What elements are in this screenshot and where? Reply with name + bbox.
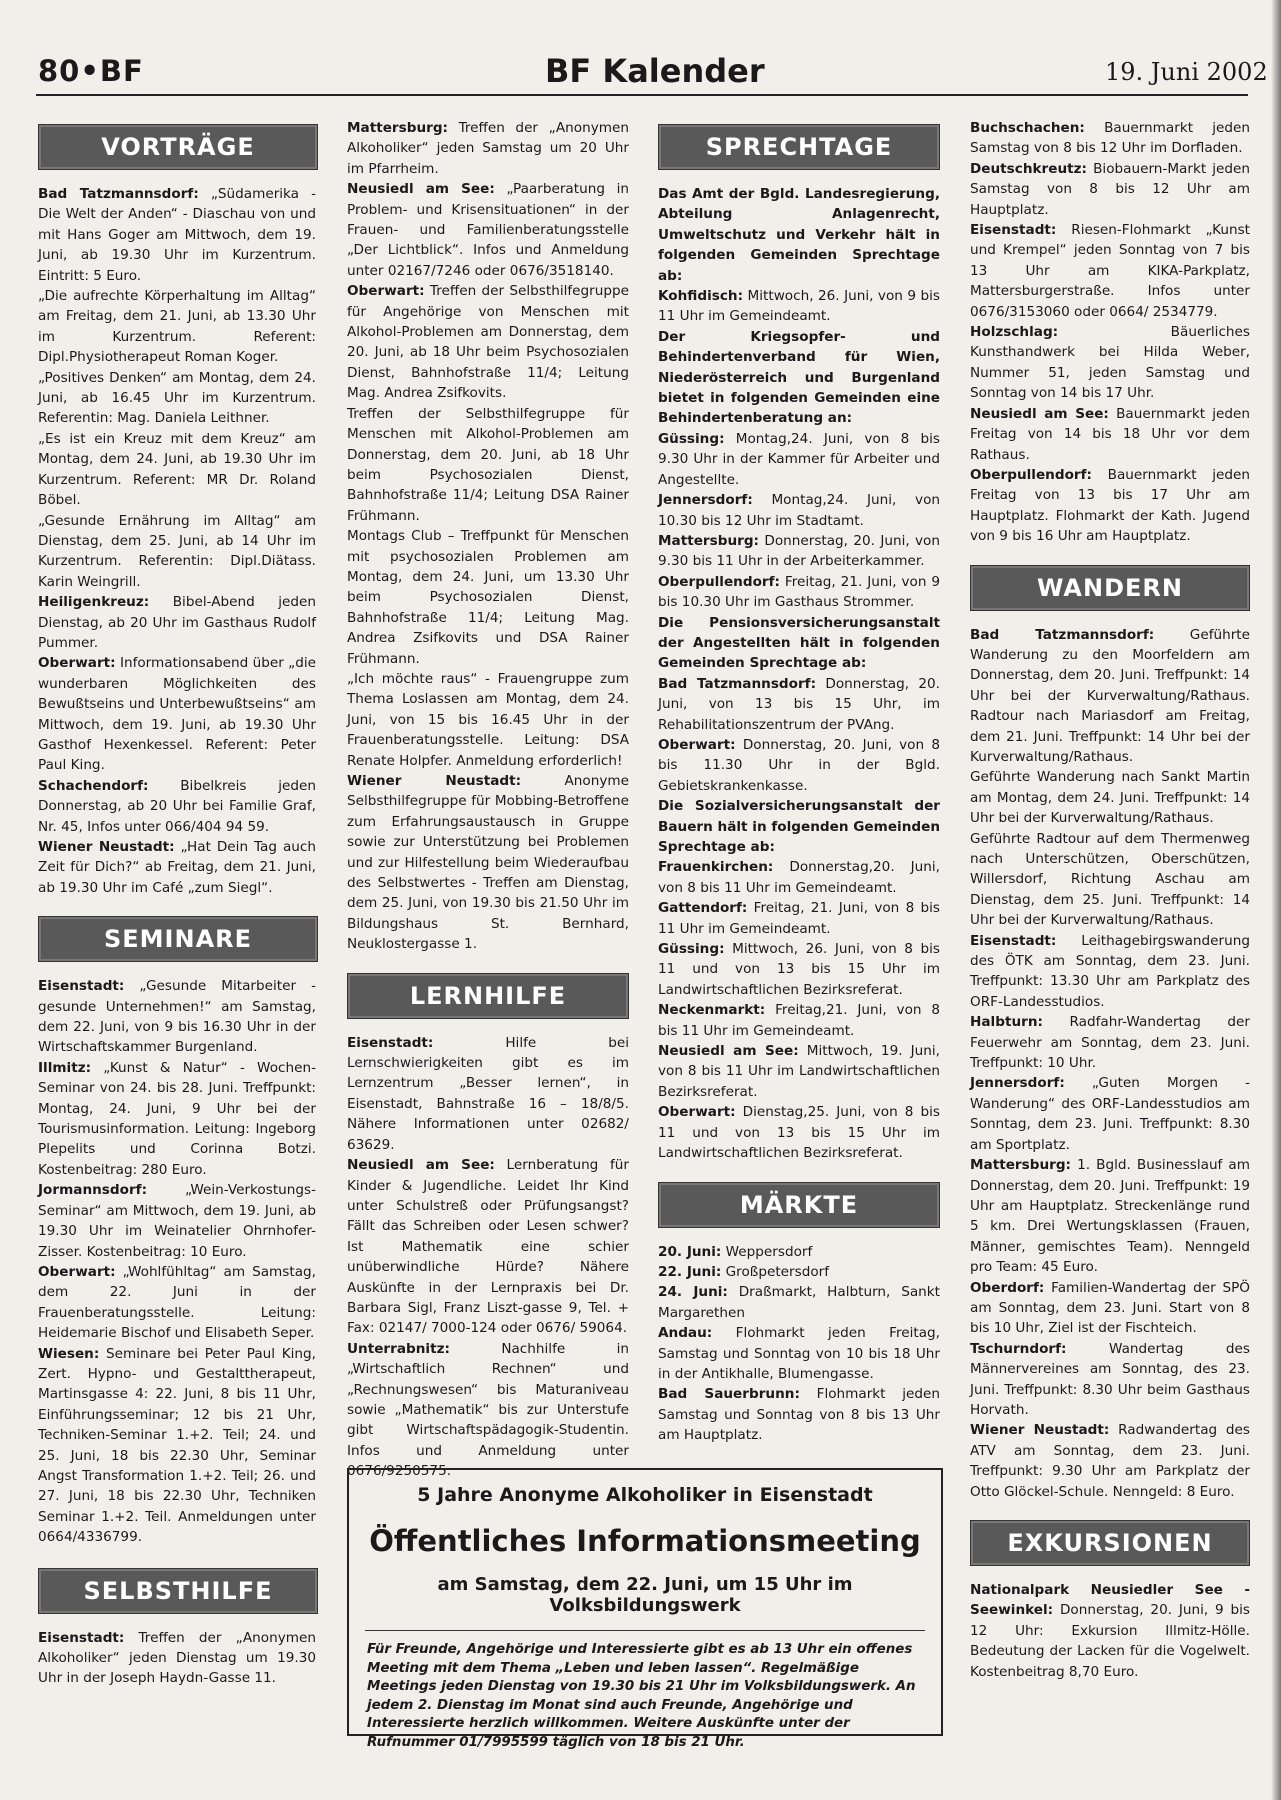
item-key: Eisenstadt: bbox=[970, 222, 1057, 239]
list-item bbox=[38, 1180, 316, 1262]
item-text: Nachhilfe in „Wirtschaftlich Rechnen“ und „Rechnungswesen“ bis Maturaniveau sowie „Mathematik“ bis zur Unterstufe gibt Wirtschaftspädagogik-Studentin. Infos und Anmeldung unter 0676/9250575. bbox=[347, 1340, 629, 1480]
list-item bbox=[658, 184, 940, 286]
item-text: „Gesunde Mitarbeiter - gesunde Unternehmen!“ am Samstag, dem 22. Juni, von 9 bis 16.30 Uhr in der Wirtschaftskammer Burgenland. bbox=[38, 978, 316, 1056]
item-text: „Die aufrechte Körperhaltung im Alltag“ am Freitag, dem 21. Juni, ab 13.30 Uhr im Kurzentrum. Referent: Dipl.Physiotherapeut Roman Koger. bbox=[38, 288, 316, 366]
list-item bbox=[347, 1339, 629, 1482]
ad-line-1: 5 Jahre Anonyme Alkoholiker in Eisenstadt bbox=[417, 1484, 873, 1506]
item-text: Treffen der Selbsthilfegruppe für Angehörige von Menschen mit Alkohol-Problemen am Donnerstag, dem 20. Juni, ab 18 Uhr beim Psychosozialen Dienst, Bahnhofstraße 11/4; Leitung Mag. Andrea Zsifkovits. bbox=[347, 283, 629, 402]
item-key: Neusiedl am See: bbox=[658, 1043, 799, 1060]
item-text: Treffen der „Anonymen Alkoholiker“ jeden Samstag um 20 Uhr im Pfarrheim. bbox=[347, 120, 629, 177]
list-item bbox=[347, 526, 629, 669]
ad-box-anonyme-alkoholiker bbox=[347, 1468, 943, 1750]
list-item bbox=[347, 404, 629, 526]
item-key: Oberpullendorf: bbox=[658, 573, 780, 590]
item-text: Hilfe bei Lernschwierigkeiten gibt es im Lernzentrum „Besser lernen“, in Eisenstadt, Bahnstraße 16 – 18/8/5. Nähere Informationen unter 02682/ 63629. bbox=[347, 1034, 629, 1153]
item-key: Eisenstadt: bbox=[970, 932, 1057, 949]
item-text: „Wohlfühltag“ am Samstag, dem 22. Juni in der Frauenberatungsstelle. Leitung: Heidemarie Bischof und Elisabeth Seper. bbox=[38, 1263, 316, 1342]
section-heading-sprechtage: SPRECHTAGE bbox=[658, 124, 940, 170]
list-item bbox=[970, 829, 1250, 931]
list-item bbox=[658, 1041, 940, 1102]
item-key: Buchschachen: bbox=[970, 120, 1085, 136]
item-key: Tschurndorf: bbox=[970, 1340, 1067, 1357]
item-text: Freitag,21. Juni, von 8 bis 11 Uhr im Gemeindeamt. bbox=[658, 1002, 940, 1039]
section-exkursionen bbox=[970, 1580, 1250, 1682]
list-item bbox=[658, 898, 940, 939]
list-item bbox=[970, 220, 1250, 322]
item-text: Donnerstag, 20. Juni, von 8 bis 11.30 Uhr in der Bgld. Gebietskrankenkasse. bbox=[658, 736, 940, 794]
issue-date: 19. Juni 2002 bbox=[1105, 58, 1268, 86]
list-item bbox=[970, 1420, 1250, 1502]
list-item bbox=[38, 368, 316, 429]
item-key: Die Sozialversicherungsanstalt der Bauern hält in folgenden Gemeinden Sprechtage ab: bbox=[658, 798, 940, 855]
list-item bbox=[38, 1058, 316, 1180]
header-rule bbox=[36, 94, 1248, 96]
item-text: Großpetersdorf bbox=[721, 1263, 830, 1280]
item-text: Bauernmarkt jeden Samstag von 8 bis 12 Uhr im Dorfladen. bbox=[970, 120, 1250, 157]
item-text: Donnerstag, 20. Juni, von 13 bis 15 Uhr, im Rehabilitationszentrum der PVAng. bbox=[658, 675, 940, 733]
item-text: Treffen der Selbsthilfegruppe für Menschen mit Alkohol-Problemen am Donnerstag, dem 20. Juni, ab 18 Uhr beim Psychosozialen Dienst, Bahnhofstraße 11/4; Leitung DSA Rainer Frühmann. bbox=[347, 405, 629, 524]
section-heading-exkursionen: EXKURSIONEN bbox=[970, 1520, 1250, 1566]
page-title: BF Kalender bbox=[545, 52, 765, 90]
item-text: „Es ist ein Kreuz mit dem Kreuz“ am Montag, dem 24. Juni, ab 19.30 Uhr im Kurzentrum. Referent: MR Dr. Roland Böbel. bbox=[38, 430, 316, 509]
item-text: Donnerstag,20. Juni, von 8 bis 11 Uhr im Gemeindeamt. bbox=[658, 859, 940, 896]
item-key: Oberwart: bbox=[347, 283, 425, 300]
list-item bbox=[658, 796, 940, 857]
item-key: Oberpullendorf: bbox=[970, 466, 1092, 483]
section-maerkte-start bbox=[658, 1242, 940, 1446]
item-key: Deutschkreutz: bbox=[970, 160, 1087, 177]
item-text: Donnerstag, 20. Juni, von 9.30 bis 11 Uhr in der Arbeiterkammer. bbox=[658, 532, 940, 570]
item-key: Oberwart: bbox=[38, 655, 116, 672]
item-key: Neckenmarkt: bbox=[658, 1002, 766, 1019]
list-item bbox=[38, 592, 316, 653]
item-text: „Positives Denken“ am Montag, dem 24. Juni, ab 16.45 Uhr im Kurzentrum. Referentin: Mag. Daniela Leithner. bbox=[38, 369, 316, 427]
list-item bbox=[38, 837, 316, 898]
list-item bbox=[658, 939, 940, 1000]
item-text: Freitag, 21. Juni, von 9 bis 10.30 Uhr im Gasthaus Strommer. bbox=[658, 573, 940, 611]
item-text: Lernberatung für Kinder & Jugendliche. Leidet Ihr Kind unter Schulstreß oder Prüfungsangst? Fällt das Schreiben oder Lesen schwer? Ist Mathematik eine schier unüberwindliche Hürde? Nähere Auskünfte in der Lernpraxis bei Dr. Barbara Sigl, Franz Liszt-gasse 9, Tel. + Fax: 02147/ 7000-124 oder 0676/ 59064. bbox=[347, 1157, 629, 1337]
item-text: Weppersdorf bbox=[721, 1243, 813, 1260]
item-key: Oberwart: bbox=[658, 1104, 736, 1121]
list-item bbox=[658, 531, 940, 572]
page-number: 80•BF bbox=[38, 54, 144, 88]
item-key: Schachendorf: bbox=[38, 777, 149, 794]
list-item bbox=[38, 976, 316, 1058]
item-key: Holzschlag: bbox=[970, 324, 1059, 341]
item-key: Mattersburg: bbox=[658, 532, 759, 549]
list-item bbox=[658, 327, 940, 429]
item-text: Anonyme Selbsthilfegruppe für Mobbing-Betroffene zum Erfahrungsaustausch in Gruppe sowie zur Unterstützung bei Problemen und zur Hilfestellung beim Wiederaufbau des Selbstwertes - Treffen am Dienstag, dem 25. Juni, von 19.30 bis 21.50 Uhr im Bildungshaus St. Bernhard, Neuklostergasse 1. bbox=[347, 773, 629, 953]
list-item bbox=[347, 1033, 629, 1155]
item-text: „Hat Dein Tag auch Zeit für Dich?“ ab Freitag, dem 21. Juni, ab 19.30 Uhr im Café „zum Siegl“. bbox=[38, 839, 316, 896]
item-text: Mittwoch, 26. Juni, von 8 bis 11 und von 13 bis 15 Uhr im Landwirtschaftlichen Bezirksreferat. bbox=[658, 941, 940, 998]
list-item bbox=[970, 625, 1250, 768]
item-key: Mattersburg: bbox=[347, 120, 448, 136]
list-item bbox=[38, 286, 316, 368]
item-text: Bibelkreis jeden Donnerstag, ab 20 Uhr bei Familie Graf, Nr. 45, Infos unter 066/404 94 59. bbox=[38, 777, 316, 835]
item-key: Eisenstadt: bbox=[38, 1629, 125, 1646]
item-text: Montag,24. Juni, von 10.30 bis 12 Uhr im Stadtamt. bbox=[658, 492, 940, 529]
page-header bbox=[0, 0, 1281, 100]
item-key: 20. Juni: bbox=[658, 1243, 722, 1260]
item-text: Radfahr-Wandertag der Feuerwehr am Sonntag, dem 23. Juni. Treffpunkt: 10 Uhr. bbox=[970, 1014, 1250, 1072]
item-key: Oberwart: bbox=[38, 1263, 116, 1280]
ad-line-3: am Samstag, dem 22. Juni, um 15 Uhr im Volksbildungswerk bbox=[437, 1574, 853, 1616]
column-2 bbox=[347, 118, 629, 1482]
section-heading-maerkte: MÄRKTE bbox=[658, 1182, 940, 1228]
section-heading-selbsthilfe: SELBSTHILFE bbox=[38, 1568, 318, 1614]
item-text: Mittwoch, 26. Juni, von 9 bis 11 Uhr im Gemeindeamt. bbox=[658, 288, 940, 325]
item-text: Treffen der „Anonymen Alkoholiker“ jeden Dienstag um 19.30 Uhr in der Joseph Haydn-Gasse 11. bbox=[38, 1629, 316, 1687]
item-text: Bibel-Abend jeden Dienstag, ab 20 Uhr im Gasthaus Rudolf Pummer. bbox=[38, 594, 316, 651]
item-text: „Guten Morgen - Wanderung“ des ORF-Landesstudios am Sonntag, dem 23. Juni. Treffpunkt: 8.30 am Sportplatz. bbox=[970, 1075, 1250, 1153]
item-text: Geführte Radtour auf dem Thermenweg nach Unterschützen, Oberschützen, Willersdorf, Richtung Aschau am Dienstag, dem 25. Juni. Treffpunkt: 14 Uhr bei der Kurverwaltung/Rathaus. bbox=[970, 830, 1250, 929]
ad-headline: Öffentliches Informationsmeeting bbox=[369, 1524, 921, 1558]
item-key: Bad Sauerbrunn: bbox=[658, 1386, 800, 1403]
list-item bbox=[970, 931, 1250, 1013]
item-key: 22. Juni: bbox=[658, 1263, 722, 1280]
list-item bbox=[658, 286, 940, 327]
list-item bbox=[658, 1102, 940, 1163]
list-item bbox=[38, 184, 316, 286]
item-key: Bad Tatzmannsdorf: bbox=[38, 186, 199, 202]
list-item bbox=[658, 1323, 940, 1384]
item-text: Donnerstag, 20. Juni, 9 bis 12 Uhr: Exkursion Illmitz-Hölle. Bedeutung der Lacken für die Vogelwelt. Kostenbeitrag 8,70 Euro. bbox=[970, 1602, 1250, 1680]
item-text: Freitag, 21. Juni, von 8 bis 11 Uhr im Gemeindeamt. bbox=[658, 900, 940, 937]
list-item bbox=[38, 429, 316, 511]
item-key: 24. Juni: bbox=[658, 1284, 728, 1301]
section-heading-lernhilfe: LERNHILFE bbox=[347, 973, 629, 1019]
item-text: Bäuerliches Kunsthandwerk bei Hilda Weber, Nummer 51, jeden Samstag und Sonntag von 14 bis 17 Uhr. bbox=[970, 324, 1250, 402]
item-text: Bauernmarkt jeden Freitag von 14 bis 18 Uhr vor dem Rathaus. bbox=[970, 405, 1250, 463]
item-text: „Südamerika - Die Welt der Anden“ - Diaschau von und mit Hans Goger am Mittwoch, dem 19. Juni, ab 19.30 Uhr im Kurzentrum. Eintritt: 5 Euro. bbox=[38, 186, 316, 284]
column-1 bbox=[38, 120, 316, 1689]
list-item bbox=[970, 118, 1250, 159]
item-key: Oberwart: bbox=[658, 736, 736, 753]
ad-divider bbox=[365, 1630, 925, 1631]
item-key: Bad Tatzmannsdorf: bbox=[658, 675, 817, 692]
item-key: Neusiedl am See: bbox=[970, 405, 1109, 422]
item-key: Wiener Neustadt: bbox=[970, 1422, 1110, 1439]
list-item bbox=[970, 1580, 1250, 1682]
list-item bbox=[347, 771, 629, 955]
item-text: Informationsabend über „die wunderbaren Möglichkeiten des Bewußtseins und Unterbewußtseins“ am Mittwoch, dem 19. Juni, ab 19.30 Uhr Gasthof Hexenkessel. Referent: Peter Paul King. bbox=[38, 655, 316, 774]
item-key: Neusiedl am See: bbox=[347, 1157, 495, 1174]
list-item bbox=[658, 1282, 940, 1323]
item-key: Jormannsdorf: bbox=[38, 1182, 148, 1199]
item-key: Güssing: bbox=[658, 430, 725, 447]
page-edge-shadow bbox=[1271, 0, 1281, 1800]
list-item bbox=[970, 404, 1250, 465]
list-item bbox=[347, 118, 629, 179]
list-item bbox=[658, 1000, 940, 1041]
list-item bbox=[38, 1344, 316, 1548]
item-key: Wiener Neustadt: bbox=[347, 773, 522, 789]
ad-body: Für Freunde, Angehörige und Interessierte gibt es ab 13 Uhr ein offenes Meeting mit dem Thema „Leben und leben lassen“. Regelmäßige Meetings jeden Dienstag von 19.30 bis 21 Uhr im Volksbildungswerk. An jedem 2. Dienstag im Monat sind auch Freunde, Angehörige und Interessierte herzlich willkommen. Weitere Auskünfte unter der Rufnummer 01/7995599 täglich von 18 bis 21 Uhr. bbox=[367, 1642, 916, 1750]
section-sprechtage bbox=[658, 184, 940, 1164]
item-text: „Ich möchte raus“ - Frauengruppe zum Thema Loslassen am Montag, dem 24. Juni, von 15 bis 16.45 Uhr in der Frauenberatungsstelle. Leitung: DSA Renate Holpfer. Anmeldung erforderlich! bbox=[347, 670, 629, 769]
item-text: Familien-Wandertag der SPÖ am Sonntag, dem 23. Juni. Start von 8 bis 10 Uhr, Ziel ist der Fischteich. bbox=[970, 1279, 1250, 1337]
item-text: „Wein-Verkostungs-Seminar“ am Mittwoch, dem 19. Juni, ab 19.30 Uhr im Weinatelier Ohrnhofer-Zisser. Kostenbeitrag: 10 Euro. bbox=[38, 1182, 316, 1260]
section-heading-wandern: WANDERN bbox=[970, 565, 1250, 611]
item-text: Geführte Wanderung zu den Moorfeldern am Donnerstag, dem 20. Juni. Treffpunkt: 14 Uhr bei der Kurverwaltung/Rathaus. Radtour nach Mariasdorf am Freitag, dem 21. Juni. Treffpunkt: 14 Uhr bei der Kurverwaltung/Rathaus. bbox=[970, 626, 1250, 765]
list-item bbox=[658, 857, 940, 898]
list-item bbox=[658, 674, 940, 735]
item-key: Eisenstadt: bbox=[347, 1034, 434, 1051]
item-key: Die Pensionsversicherungsanstalt der Angestellten hält in folgenden Gemeinden Sprechtage ab: bbox=[658, 614, 940, 672]
item-text: „Gesunde Ernährung im Alltag“ am Dienstag, dem 25. Juni, ab 14 Uhr im Kurzentrum. Referentin: Dipl.Diätass. Karin Weingrill. bbox=[38, 512, 316, 590]
item-key: Neusiedl am See: bbox=[347, 181, 495, 198]
list-item bbox=[38, 511, 316, 593]
item-key: Andau: bbox=[658, 1325, 713, 1342]
column-4 bbox=[970, 118, 1250, 1682]
list-item bbox=[658, 613, 940, 674]
item-text: Flohmarkt jeden Freitag, Samstag und Sonntag von 10 bis 18 Uhr in der Antikhalle, Blumengasse. bbox=[658, 1325, 940, 1382]
item-text: Seminare bei Peter Paul King, Zert. Hypno- und Gestalttherapeut, Martinsgasse 4: 22. Juni, 8 bis 11 Uhr, Einführungsseminar; 12 bis 21 Uhr, Techniken-Seminar 1.+2. Teil; 24. und 25. Juni, 18 bis 22.30 Uhr, Seminar Angst Transformation 1.+2. Teil; 26. und 27. Juni, 18 bis 22.30 Uhr, Techniken Seminar 1.+2. Teil. Anmeldungen unter 0664/4336799. bbox=[38, 1345, 316, 1546]
list-item bbox=[970, 1339, 1250, 1421]
item-key: Unterrabnitz: bbox=[347, 1340, 450, 1357]
item-text: 1. Bgld. Businesslauf am Donnerstag, dem 20. Juni. Treffpunkt: 19 Uhr am Hauptplatz. Streckenlänge rund 5 km. Drei Wertungsklassen (Frauen, Männer, gemischtes Team). Nenngeld pro Team: 45 Euro. bbox=[970, 1157, 1250, 1276]
item-text: Leithagebirgswanderung des ÖTK am Sonntag, dem 23. Juni. Treffpunkt: 13.30 Uhr am Parkplatz des ORF-Landesstudios. bbox=[970, 932, 1250, 1010]
list-item bbox=[38, 776, 316, 837]
item-text: Radwandertag des ATV am Sonntag, dem 23. Juni. Treffpunkt: 9.30 Uhr am Parkplatz der Otto Glöckel-Schule. Nenngeld: 8 Euro. bbox=[970, 1422, 1250, 1500]
section-seminare bbox=[38, 976, 316, 1547]
item-key: Jennersdorf: bbox=[658, 492, 753, 509]
list-item bbox=[970, 1278, 1250, 1339]
list-item bbox=[658, 429, 940, 490]
item-key: Mattersburg: bbox=[970, 1157, 1071, 1174]
item-text: Biobauern-Markt jeden Samstag von 8 bis 12 Uhr am Hauptplatz. bbox=[970, 160, 1250, 218]
list-item bbox=[658, 572, 940, 613]
section-selbsthilfe-cont bbox=[347, 118, 629, 955]
item-key: Kohfidisch: bbox=[658, 288, 744, 305]
item-key: Der Kriegsopfer- und Behindertenverband für Wien, Niederösterreich und Burgenland bietet in folgenden Gemeinden eine Behindertenberatung an: bbox=[658, 328, 940, 427]
item-key: Güssing: bbox=[658, 941, 725, 958]
item-key: Oberdorf: bbox=[970, 1279, 1045, 1296]
section-heading-vortraege: VORTRÄGE bbox=[38, 124, 318, 170]
section-wandern bbox=[970, 625, 1250, 1502]
list-item bbox=[970, 159, 1250, 220]
item-key: Halbturn: bbox=[970, 1014, 1043, 1031]
item-text: „Kunst & Natur“ - Wochen-Seminar von 24. bis 28. Juni. Treffpunkt: Montag, 24. Juni, 9 Uhr bei der Tourismusinformation. Leitung: Ingeborg Plepelits und Corinna Botzi. Kostenbeitrag: 280 Euro. bbox=[38, 1059, 316, 1178]
list-item bbox=[38, 653, 316, 775]
list-item bbox=[347, 179, 629, 281]
item-text: Mittwoch, 19. Juni, von 8 bis 11 Uhr im Landwirtschaftlichen Bezirksreferat. bbox=[658, 1043, 940, 1100]
list-item bbox=[347, 1155, 629, 1339]
section-heading-seminare: SEMINARE bbox=[38, 916, 318, 962]
list-item bbox=[970, 465, 1250, 547]
item-key: Wiesen: bbox=[38, 1345, 100, 1362]
section-lernhilfe bbox=[347, 1033, 629, 1482]
list-item bbox=[970, 1012, 1250, 1073]
item-text: Geführte Wanderung nach Sankt Martin am Montag, dem 24. Juni. Treffpunkt: 14 Uhr bei der Kurverwaltung/Rathaus. bbox=[970, 769, 1250, 827]
list-item bbox=[658, 735, 940, 796]
list-item bbox=[347, 669, 629, 771]
item-text: „Paarberatung in Problem- und Krisensituationen“ in der Frauen- und Familienberatungsstelle „Der Lichtblick“. Infos und Anmeldung unter 02167/7246 oder 0676/3518140. bbox=[347, 181, 630, 279]
list-item bbox=[970, 322, 1250, 404]
list-item bbox=[970, 1155, 1250, 1277]
item-text: Montags Club – Treffpunkt für Menschen mit psychosozialen Problemen am Montag, dem 24. Juni, um 13.30 Uhr beim Psychosozialen Dienst, Bahnhofstraße 11/4; Leitung Mag. Andrea Zsifkovits und DSA Rainer Frühmann. bbox=[347, 528, 629, 667]
item-key: Bad Tatzmannsdorf: bbox=[970, 626, 1155, 643]
list-item bbox=[38, 1628, 316, 1689]
list-item bbox=[970, 1073, 1250, 1155]
column-3 bbox=[658, 120, 940, 1446]
list-item bbox=[347, 281, 629, 403]
list-item bbox=[38, 1262, 316, 1344]
list-item bbox=[658, 490, 940, 531]
item-text: Bauernmarkt jeden Freitag von 13 bis 17 Uhr am Hauptplatz. Flohmarkt der Kath. Jugend von 9 bis 16 Uhr am Hauptplatz. bbox=[970, 466, 1250, 545]
list-item bbox=[658, 1384, 940, 1445]
item-key: Frauenkirchen: bbox=[658, 859, 774, 876]
section-vortraege bbox=[38, 184, 316, 898]
section-selbsthilfe-start bbox=[38, 1628, 316, 1689]
item-key: Illmitz: bbox=[38, 1059, 92, 1076]
item-text: Wandertag des Männervereines am Sonntag, des 23. Juni. Treffpunkt: 8.30 Uhr beim Gasthaus Horvath. bbox=[970, 1340, 1250, 1418]
item-text: Montag,24. Juni, von 8 bis 9.30 Uhr in der Kammer für Arbeiter und Angestellte. bbox=[658, 430, 940, 488]
list-item bbox=[658, 1242, 940, 1262]
list-item bbox=[970, 767, 1250, 828]
section-maerkte-cont bbox=[970, 118, 1250, 547]
item-text: Draßmarkt, Halbturn, Sankt Margarethen bbox=[658, 1284, 940, 1321]
item-key: Das Amt der Bgld. Landesregierung, Abteilung Anlagenrecht, Umweltschutz und Verkehr hält in folgenden Gemeinden Sprechtage ab: bbox=[658, 186, 940, 284]
item-key: Jennersdorf: bbox=[970, 1075, 1065, 1092]
item-key: Gattendorf: bbox=[658, 900, 748, 917]
list-item bbox=[658, 1262, 940, 1282]
item-key: Eisenstadt: bbox=[38, 978, 125, 995]
item-key: Heiligenkreuz: bbox=[38, 594, 150, 611]
item-key: Wiener Neustadt: bbox=[38, 839, 175, 855]
item-text: Flohmarkt jeden Samstag und Sonntag von 8 bis 13 Uhr am Hauptplatz. bbox=[658, 1386, 940, 1444]
item-text: Riesen-Flohmarkt „Kunst und Krempel“ jeden Sonntag von 7 bis 13 Uhr am KIKA-Parkplatz, Mattersburgerstraße. Infos unter 0676/3153060 oder 0664/ 2534779. bbox=[970, 222, 1250, 320]
item-key: Nationalpark Neusiedler See - Seewinkel: bbox=[970, 1582, 1250, 1619]
item-text: Dienstag,25. Juni, von 8 bis 11 und von 13 bis 15 Uhr im Landwirtschaftlichen Bezirksreferat. bbox=[658, 1104, 940, 1162]
